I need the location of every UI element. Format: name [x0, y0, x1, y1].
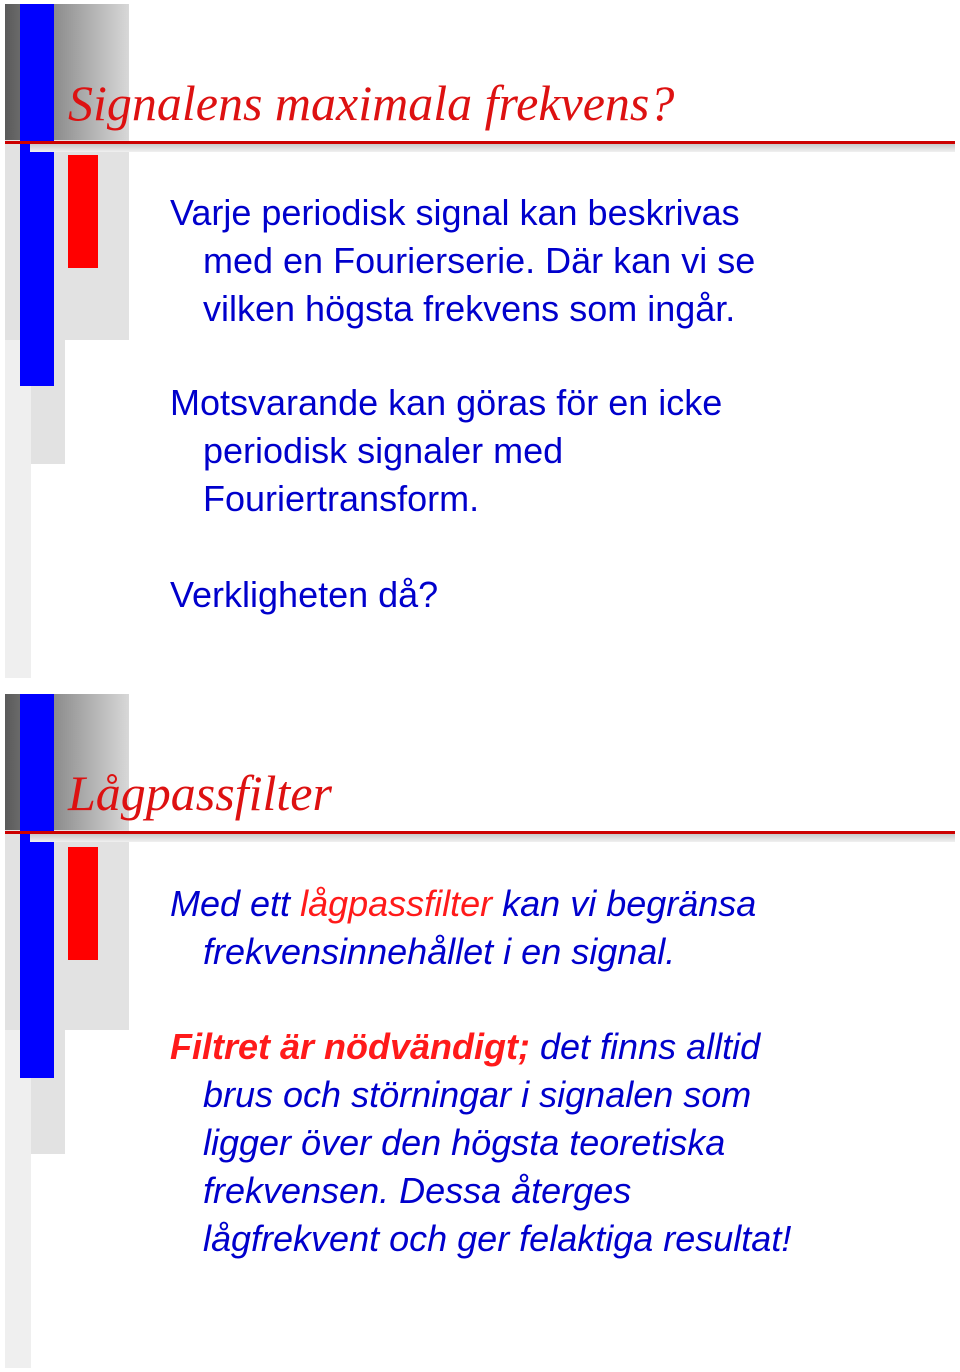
highlight-term: lågpassfilter: [300, 883, 493, 924]
text-line: Verkligheten då?: [170, 574, 439, 615]
text-line: frekvensinnehållet i en signal.: [203, 931, 676, 972]
paragraph-reality: [170, 571, 940, 619]
text-line: brus och störningar i signalen som: [203, 1074, 752, 1115]
text-run: Med ett: [170, 883, 301, 924]
paragraph-fourier-series: [170, 189, 940, 333]
text-run: kan vi begränsa: [492, 883, 757, 924]
text-line: ligger över den högsta teoretiska: [203, 1122, 726, 1163]
text-line: med en Fourierserie. Där kan vi se: [203, 240, 756, 281]
red-block: [68, 847, 98, 960]
paragraph-fourier-transform: [170, 379, 940, 523]
blue-bar: [20, 694, 54, 1078]
text-line: [170, 1023, 940, 1071]
text-line: Varje periodisk signal kan beskrivas: [170, 192, 740, 233]
text-line: periodisk signaler med: [203, 430, 564, 471]
title-rule-shadow: [30, 144, 955, 152]
title-rule-shadow: [30, 834, 955, 842]
slide-title: Signalens maximala frekvens?: [68, 75, 675, 131]
blue-bar: [20, 4, 54, 386]
text-line: vilken högsta frekvens som ingår.: [203, 288, 736, 329]
text-line: lågfrekvent och ger felaktiga resultat!: [203, 1218, 792, 1259]
pale-strip: [5, 340, 31, 678]
text-line: [170, 880, 940, 928]
slide-2: [0, 690, 960, 1372]
paragraph-lowpass: [170, 880, 940, 976]
highlight-statement: Filtret är nödvändigt;: [170, 1026, 530, 1067]
text-line: Motsvarande kan göras för en icke: [170, 382, 723, 423]
slide-title: Lågpassfilter: [68, 765, 332, 821]
red-block: [68, 155, 98, 268]
text-run: det finns alltid: [530, 1026, 761, 1067]
text-line: Fouriertransform.: [203, 478, 480, 519]
paragraph-filter-necessary: [170, 1023, 940, 1263]
pale-strip: [5, 1030, 31, 1368]
text-line: frekvensen. Dessa återges: [203, 1170, 632, 1211]
